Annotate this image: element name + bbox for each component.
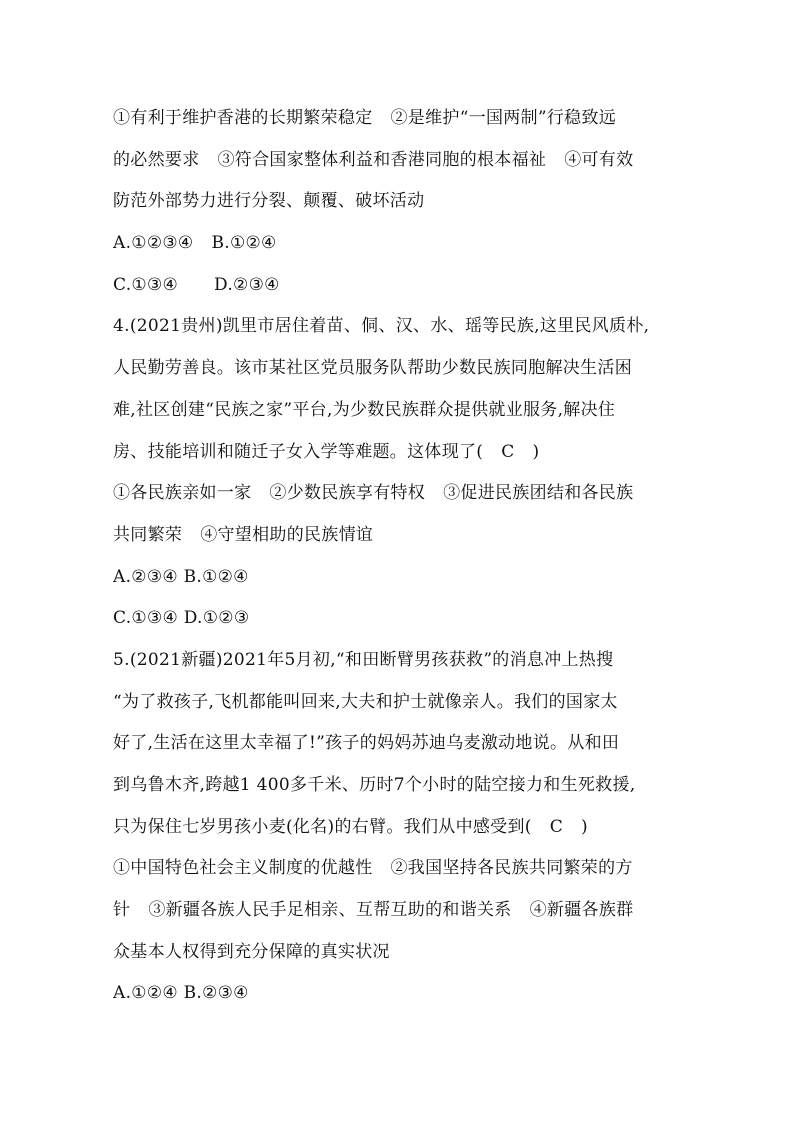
q3-option-4-cont: 防范外部势力进行分裂、颠覆、破坏活动 (113, 191, 425, 212)
q4-stem-4: 房、技能培训和随迁子女入学等难题。这体现了( (113, 441, 484, 462)
q5-stem-line-2 (113, 682, 693, 724)
q5-stem-line-4 (113, 765, 693, 807)
q4-choices-a-b: A.②③④ B.①②④ (113, 566, 249, 587)
question-content (113, 98, 693, 1015)
q3-option-1: ①有利于维护香港的长期繁荣稳定 (113, 108, 373, 128)
q4-stem-line-3 (113, 390, 693, 432)
q4-choices-c-d: C.①③④ D.①②③ (113, 608, 250, 629)
q4-option-3-cont: 共同繁荣 (113, 524, 183, 545)
q4-stem-2: 人民勤劳善良。该市某社区党员服务队帮助少数民族同胞解决生活困 (113, 358, 632, 379)
q5-options-line-1 (113, 848, 693, 890)
q3-option-4: ④可有效 (564, 149, 634, 170)
q4-stem-line-2 (113, 348, 693, 390)
q5-stem-line-5 (113, 807, 693, 849)
q3-option-2: ②是维护“一国两制”行稳致远 (390, 108, 617, 128)
q3-choices-ab (113, 223, 693, 265)
q5-stem-5-end: ) (581, 816, 588, 837)
q5-option-3: ③新疆各族人民手足相亲、互帮互助的和谐关系 (148, 900, 512, 921)
q4-option-1: ①各民族亲如一家 (113, 483, 252, 504)
q5-stem-2: “为了救孩子,飞机都能叫回来,大夫和护士就像亲人。我们的国家太 (113, 691, 618, 712)
q5-stem-line-3 (113, 723, 693, 765)
q5-stem-5: 只为保住七岁男孩小麦(化名)的右臂。我们从中感受到( (113, 816, 532, 837)
q5-option-2-cont: 针 (113, 900, 131, 921)
q3-options-line-3 (113, 181, 693, 223)
q5-choices-ab (113, 973, 693, 1015)
q4-option-2: ②少数民族享有特权 (269, 483, 426, 504)
q5-stem-1: 5.(2021新疆)2021年5月初,“和田断臂男孩获救”的消息冲上热搜 (113, 649, 614, 670)
q5-option-4: ④新疆各族群 (529, 900, 634, 921)
q5-option-4-cont: 众基本人权得到充分保障的真实状况 (113, 941, 390, 962)
q3-option-2-cont: 的必然要求 (113, 149, 200, 170)
q4-options-line-2 (113, 515, 693, 557)
q5-options-line-3 (113, 932, 693, 974)
q5-stem-line-1 (113, 640, 693, 682)
q4-choices-ab (113, 557, 693, 599)
q4-choices-cd (113, 598, 693, 640)
q3-choices-cd (113, 265, 693, 307)
q5-option-2: ②我国坚持各民族共同繁荣的方 (390, 858, 633, 879)
q4-stem-4-end: ) (532, 441, 540, 462)
q3-choice-a: A.①②③④ (113, 233, 194, 254)
q4-answer: C (501, 441, 515, 462)
q4-option-3: ③促进民族团结和各民族 (443, 483, 634, 504)
q4-stem-1: 4.(2021贵州)凯里市居住着苗、侗、汉、水、瑶等民族,这里民风质朴, (113, 316, 650, 337)
q4-option-4: ④守望相助的民族情谊 (200, 524, 374, 545)
q3-choice-d: D.②③④ (214, 274, 280, 295)
q3-choice-b: B.①②④ (211, 233, 277, 254)
q5-choices-a-b: A.①②④ B.②③④ (113, 983, 249, 1004)
q4-stem-line-4 (113, 432, 693, 474)
q5-option-1: ①中国特色社会主义制度的优越性 (113, 858, 373, 879)
q5-options-line-2 (113, 890, 693, 932)
q5-stem-4: 到乌鲁木齐,跨越1 400多千米、历时7个小时的陆空接力和生死救援, (113, 775, 636, 795)
q3-option-3: ③符合国家整体利益和香港同胞的根本福祉 (217, 149, 547, 170)
q4-stem-3: 难,社区创建“民族之家”平台,为少数民族群众提供就业服务,解决住 (113, 399, 616, 420)
q4-stem-line-1 (113, 306, 693, 348)
q3-options-line-1 (113, 98, 693, 140)
q5-stem-3: 好了,生活在这里太幸福了!”孩子的妈妈苏迪乌麦激动地说。从和田 (113, 733, 620, 754)
q5-answer: C (549, 816, 564, 837)
q3-choice-c: C.①③④ (113, 274, 179, 295)
q4-options-line-1 (113, 473, 693, 515)
q3-options-line-2 (113, 140, 693, 182)
